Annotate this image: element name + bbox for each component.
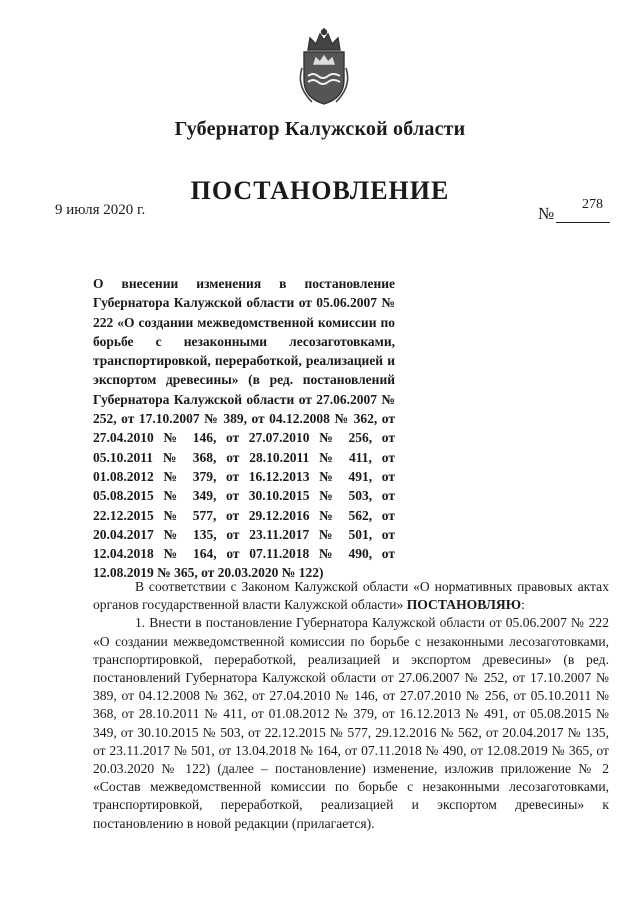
preamble-text: В соответствии с Законом Калужской области «О нормативных правовых актах органов государственной власти Калужской области» bbox=[93, 579, 609, 613]
document-date: 9 июля 2020 г. bbox=[55, 202, 146, 218]
document-number-label: № bbox=[538, 204, 555, 223]
preamble-paragraph bbox=[93, 578, 609, 614]
document-number-underline bbox=[556, 222, 610, 223]
decree-colon: : bbox=[521, 597, 525, 613]
document-body bbox=[93, 578, 609, 833]
coat-of-arms-icon bbox=[296, 28, 352, 106]
document-type-title: ПОСТАНОВЛЕНИЕ bbox=[190, 176, 450, 205]
issuer-heading: Губернатор Калужской области bbox=[174, 118, 466, 140]
decree-word: ПОСТАНОВЛЯЮ bbox=[406, 597, 522, 613]
document-number: 278 bbox=[582, 197, 603, 212]
item-1-paragraph: 1. Внести в постановление Губернатора Калужской области от 05.06.2007 № 222 «О создании межведомственной комиссии по борьбе с незаконными лесозаготовками, транспортировкой, переработкой, реализацией и экспортом древесины» (в ред. постановлений Губернатора Калужской области от 27.06.2007 № 252, от 17.10.2007 № 389, от 04.12.2008 № 362, от 27.04.2010 № 146, от 27.07.2010 № 256, от 05.10.2011 № 368, от 28.10.2011 № 411, от 01.08.2012 № 379, от 16.12.2013 № 491, от 05.08.2015 № 349, от 30.10.2015 № 503, от 22.12.2015 № 577, 29.12.2016 № 562, от 20.04.2017 № 135, от 23.11.2017 № 501, от 13.04.2018 № 164, от 07.11.2018 № 490, от 12.08.2019 № 365, от 20.03.2020 № 122) (далее – постановление) изменение, изложив приложение № 2 «Состав межведомственной комиссии по борьбе с незаконными лесозаготовками, транспортировкой, переработкой, реализацией и экспортом древесины» к постановлению в новой редакции (прилагается). bbox=[93, 615, 609, 831]
document-subject: О внесении изменения в постановление Губернатора Калужской области от 05.06.2007 № 222 «О создании межведомственной комиссии по борьбе с незаконными лесозаготовками, транспортировкой, переработкой, реализацией и экспортом древесины» (в ред. постановлений Губернатора Калужской области от 27.06.2007 № 252, от 17.10.2007 № 389, от 04.12.2008 № 362, от 27.04.2010 № 146, от 27.07.2010 № 256, от 05.10.2011 № 368, от 28.10.2011 № 411, от 01.08.2012 № 379, от 16.12.2013 № 491, от 05.08.2015 № 349, от 30.10.2015 № 503, от 22.12.2015 № 577, от 29.12.2016 № 562, от 20.04.2017 № 135, от 23.11.2017 № 501, от 12.04.2018 № 164, от 07.11.2018 № 490, от 12.08.2019 № 365, от 20.03.2020 № 122) bbox=[93, 276, 395, 581]
